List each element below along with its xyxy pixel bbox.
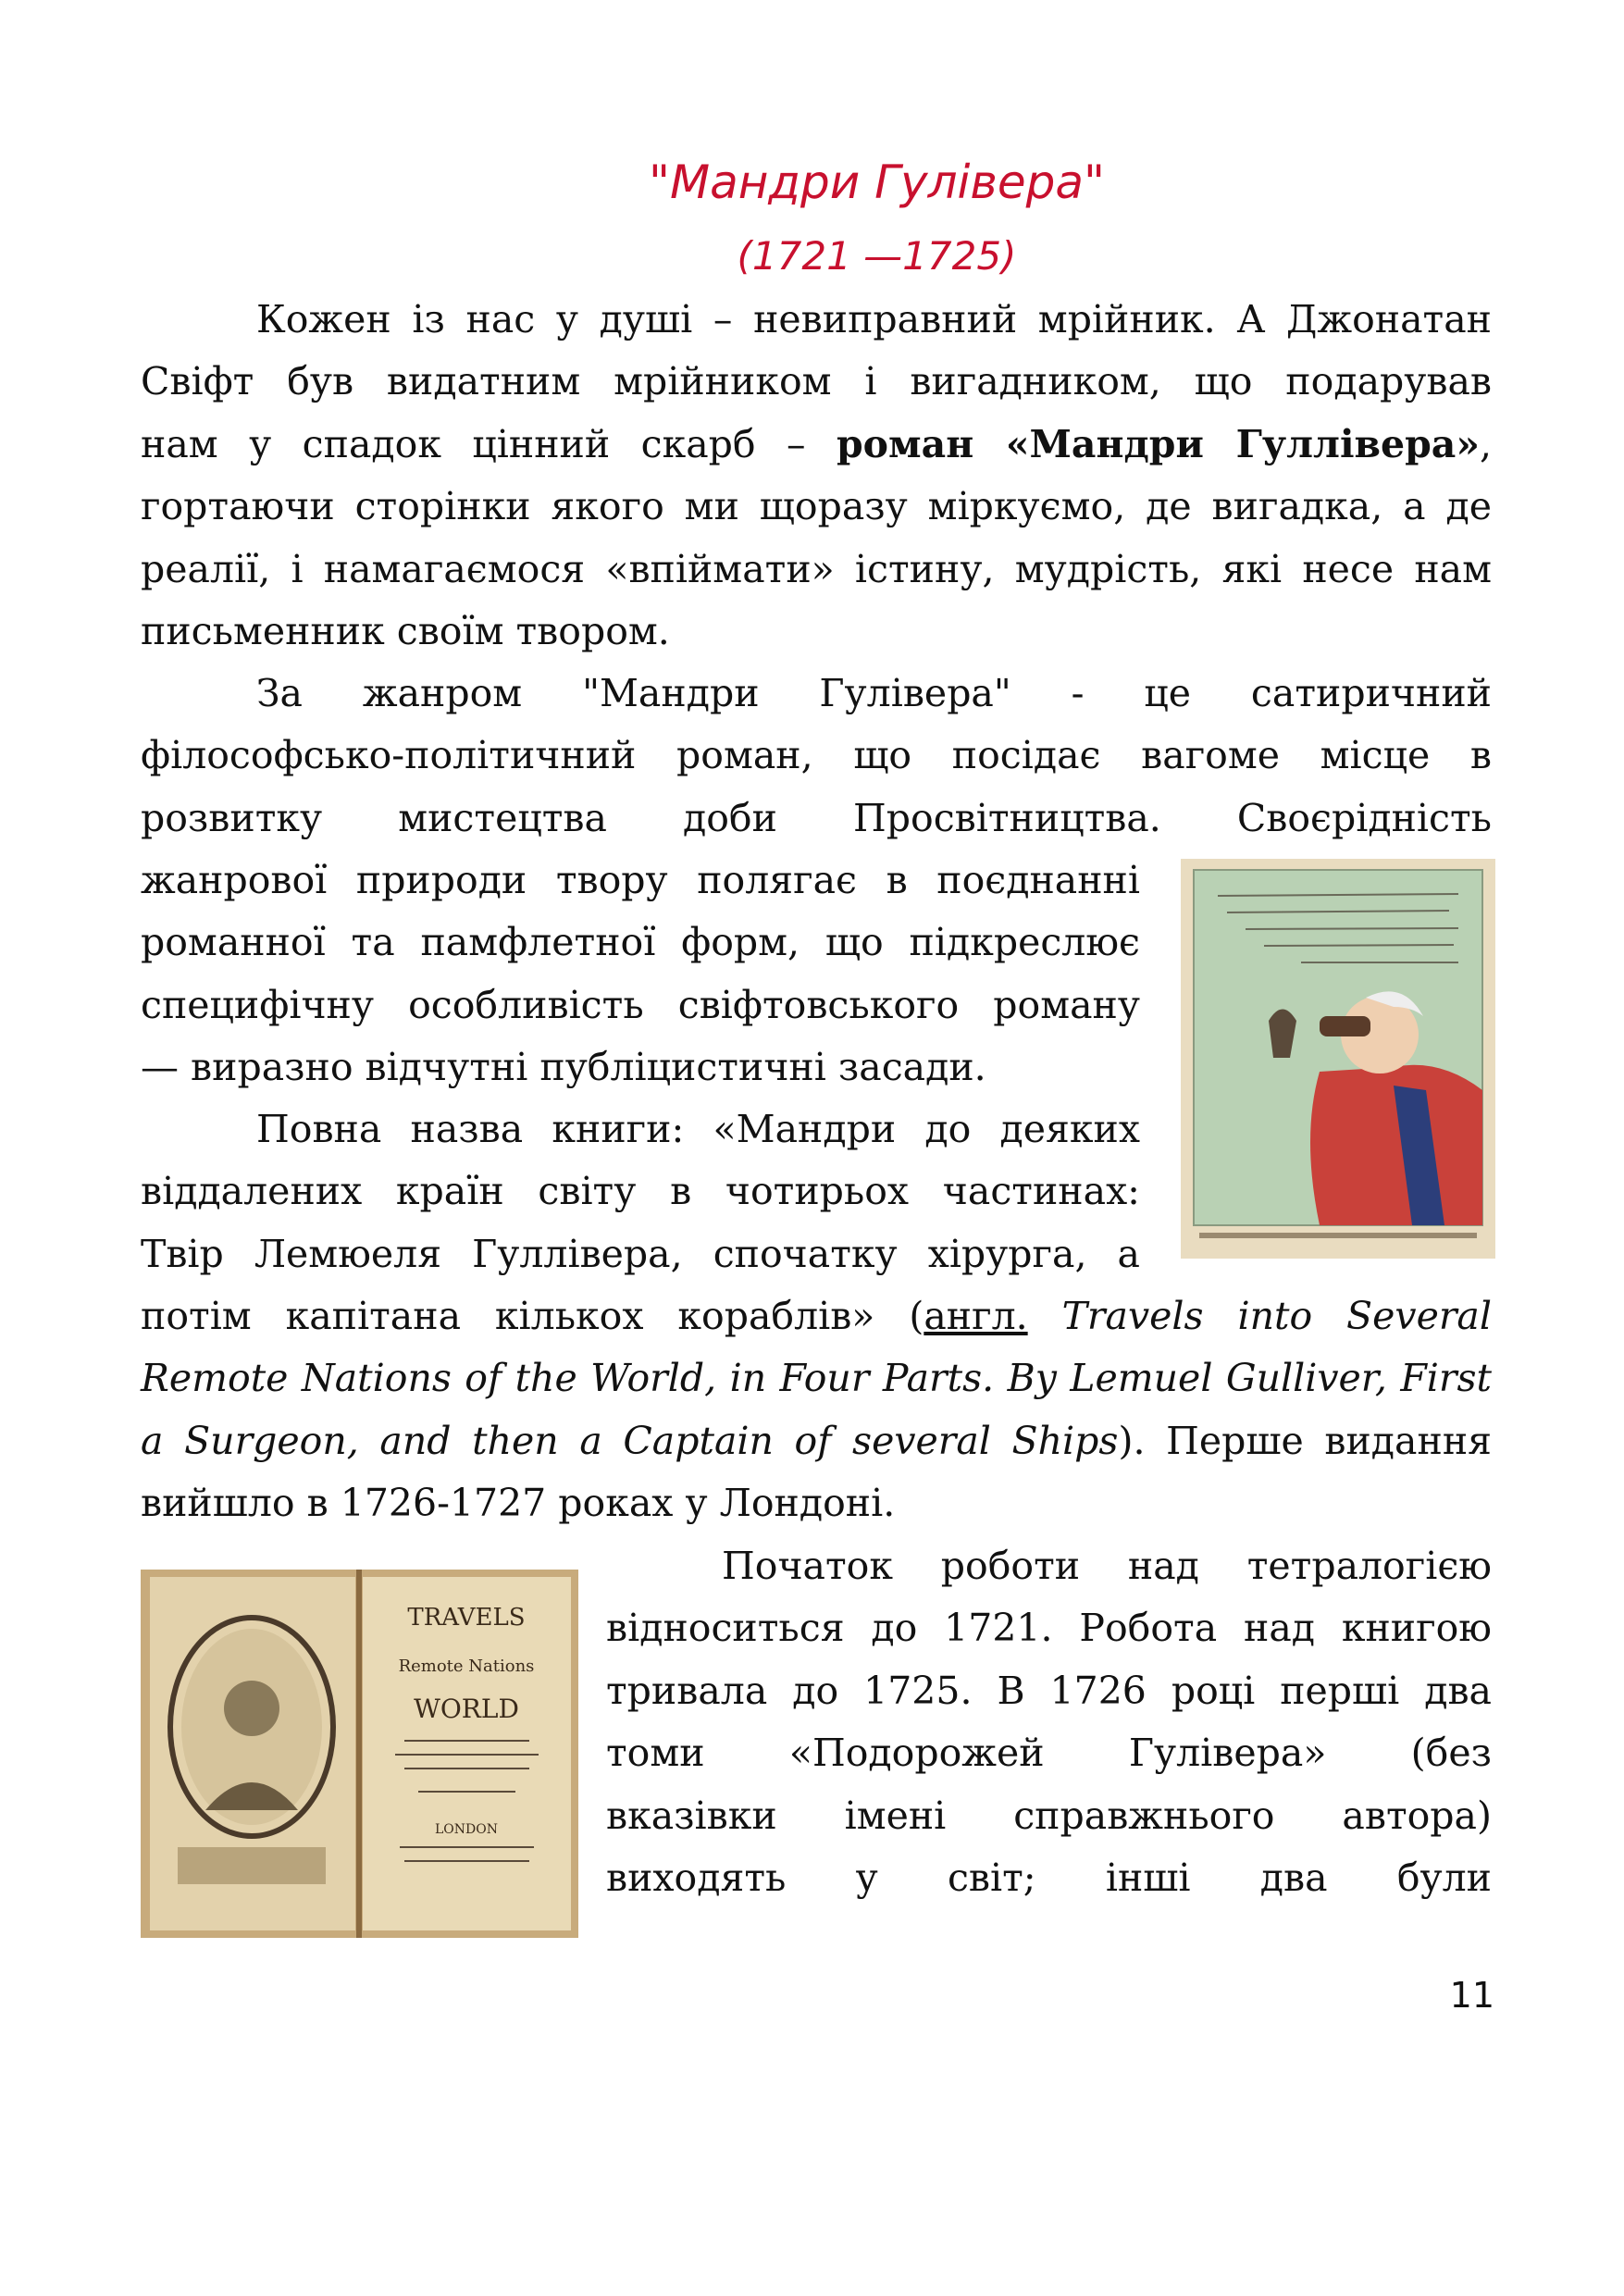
- p3-line: віддалених країн світу в чотирьох частинах:: [141, 1169, 1140, 1214]
- p3-italic: Remote Nations of the World, in Four Parts. By Lemuel Gulliver, First: [141, 1356, 1492, 1401]
- paragraph-4: [606, 1535, 1492, 1909]
- p1-text: нам у спадок цінний скарб –: [141, 421, 837, 466]
- gulliver-caricature-image: [1181, 859, 1495, 1259]
- p2-line: — виразно відчутні публіцистичні засади.: [141, 1045, 986, 1090]
- p4-line: Початок роботи над тетралогією: [722, 1544, 1492, 1588]
- p3-italic: Travels into Several: [1027, 1294, 1492, 1338]
- english-link[interactable]: англ.: [924, 1294, 1028, 1338]
- p1-line: письменник своїм твором.: [141, 609, 670, 654]
- p4-line: відноситься до 1721. Робота над книгою: [606, 1606, 1492, 1651]
- p4-line: вказівки імені справжнього автора): [606, 1793, 1492, 1838]
- bold-novel-title: роман «Мандри Гуллівера»: [837, 421, 1480, 466]
- p1-line: Кожен із нас у душі – невиправний мрійник. А Джонатан: [256, 297, 1492, 341]
- paragraph-3-cont: [141, 1285, 1492, 1535]
- years-subtitle: (1721 —1725): [737, 233, 1017, 279]
- p1-line: Свіфт був видатним мрійником і вигадником, що подарував: [141, 359, 1492, 404]
- book-title-travels: TRAVELS: [407, 1604, 526, 1632]
- p4-line: виходять у світ; інші два були: [606, 1855, 1492, 1901]
- p2-line: За жанром "Мандри Гулівера" - це сатиричний: [256, 671, 1492, 715]
- page-title: "Мандри Гулівера": [648, 155, 1106, 209]
- paragraph-1: [141, 289, 1492, 663]
- p3-text: ). Перше видання: [1118, 1418, 1493, 1463]
- p2-line: розвитку мистецтва доби Просвітництва. Своєрідність: [141, 795, 1492, 840]
- page-number: 11: [1449, 1975, 1494, 2016]
- paragraph-2: [141, 663, 1492, 850]
- p3-line: Твір Лемюеля Гуллівера, спочатку хірурга, а: [141, 1231, 1140, 1276]
- book-imprint: LONDON: [435, 1822, 498, 1837]
- p3-text: потім капітана кількох кораблів» (: [141, 1294, 924, 1338]
- p2-line: філософсько-політичний роман, що посідає вагоме місце в: [141, 733, 1492, 778]
- p2-line: жанрової природи твору полягає в поєднанні: [141, 858, 1140, 902]
- p3-italic: a Surgeon, and then a Captain of several Ships: [141, 1418, 1119, 1463]
- p4-line: тривала до 1725. В 1726 році перші два: [606, 1668, 1492, 1713]
- p4-line: томи «Подорожей Гулівера» (без: [606, 1731, 1492, 1776]
- p1-text: ,: [1479, 421, 1492, 466]
- book-title-nations: Remote Nations: [398, 1657, 535, 1676]
- p2-line: специфічну особливість свіфтовського роману: [141, 982, 1140, 1027]
- book-title-world: WORLD: [414, 1694, 519, 1724]
- paragraph-2-cont: [141, 850, 1140, 1099]
- p2-line: романної та памфлетної форм, що підкреслює: [141, 920, 1140, 965]
- p3-line: вийшло в 1726-1727 роках у Лондоні.: [141, 1481, 896, 1526]
- p1-line: гортаючи сторінки якого ми щоразу міркуємо, де вигадка, а де: [141, 484, 1492, 529]
- p3-line: Повна назва книги: «Мандри до деяких: [256, 1107, 1140, 1151]
- p1-line: реалії, і намагаємося «впіймати» істину, мудрість, які несе нам: [141, 546, 1492, 591]
- book-frontispiece-image: [141, 1570, 578, 1938]
- paragraph-3: [141, 1098, 1140, 1285]
